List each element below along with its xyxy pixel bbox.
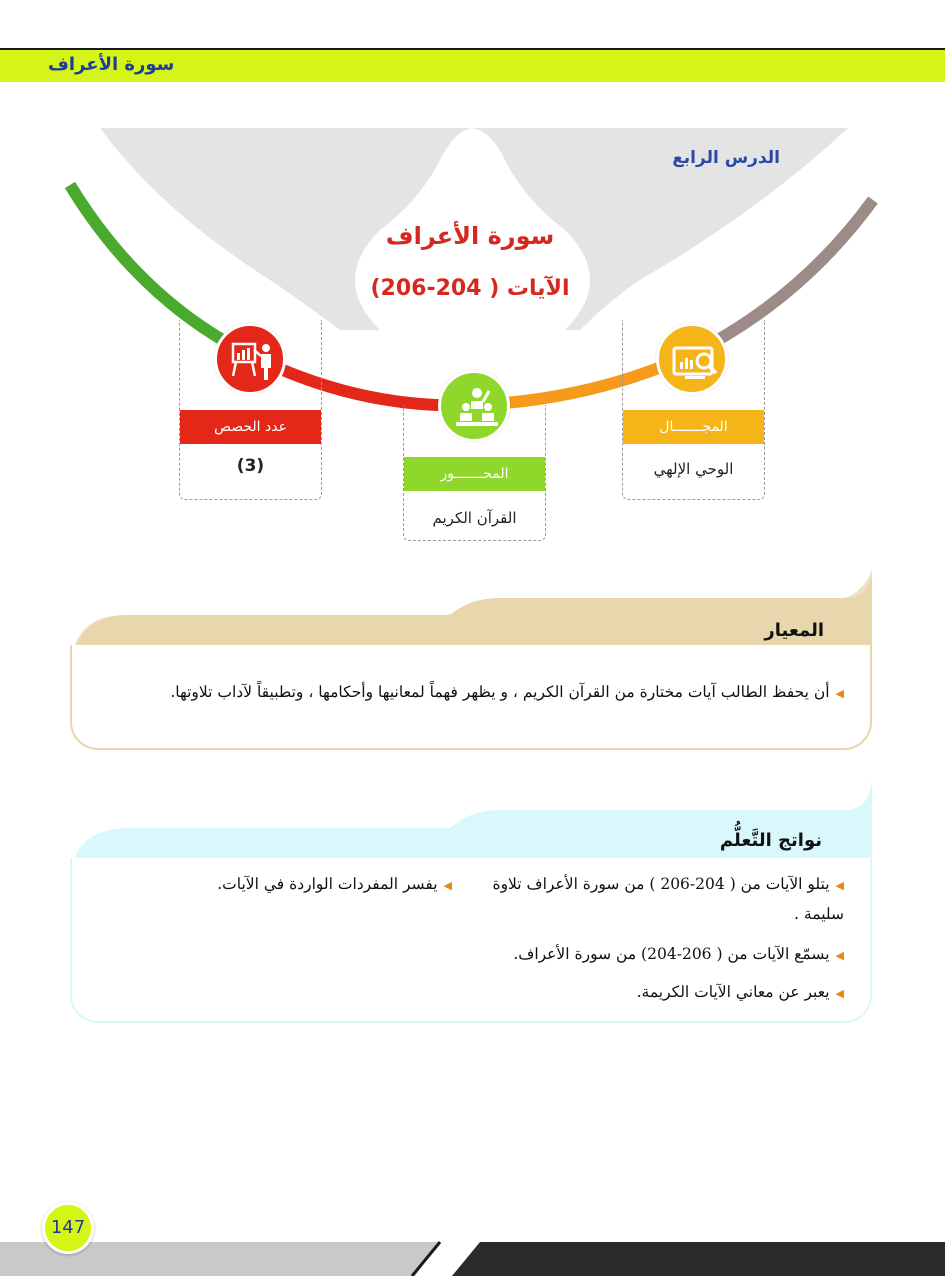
standard-title: المعيار bbox=[764, 620, 824, 641]
domain-card-value: الوحي الإلهي bbox=[653, 460, 734, 478]
footer-bars bbox=[0, 1216, 945, 1276]
lesson-label: الدرس الرابع bbox=[672, 148, 780, 168]
periods-value-close: ) bbox=[236, 456, 245, 476]
presenter-icon bbox=[214, 323, 286, 395]
domain-card-title: المجـــــــال bbox=[623, 410, 764, 444]
standard-section bbox=[70, 570, 872, 755]
periods-value-number: 3 bbox=[244, 456, 257, 476]
students-icon bbox=[438, 370, 510, 442]
outcomes-section bbox=[70, 780, 872, 1028]
header-title: سورة الأعراف bbox=[48, 54, 175, 75]
axis-card-title: المحـــــــور bbox=[404, 457, 545, 491]
bullet-arrow-icon: ◀ bbox=[835, 687, 844, 700]
outcome-item-4: ◀يعبر عن معاني الآيات الكريمة. bbox=[636, 983, 844, 1001]
outcome-item-2: ◀يفسر المفردات الواردة في الآيات. bbox=[217, 875, 452, 893]
analytics-icon bbox=[656, 323, 728, 395]
periods-card-title: عدد الحصص bbox=[180, 410, 321, 444]
outcomes-title: نواتج التَّعلُّم bbox=[719, 830, 822, 851]
outcome-item-3: ◀يسمّع الآيات من ( 206-204) من سورة الأعراف. bbox=[513, 945, 844, 963]
periods-card-value bbox=[180, 456, 321, 476]
bullet-arrow-icon: ◀ bbox=[835, 879, 844, 892]
bullet-arrow-icon: ◀ bbox=[443, 879, 452, 892]
axis-card-value: القرآن الكريم bbox=[432, 509, 517, 527]
surah-title: سورة الأعراف bbox=[385, 222, 555, 250]
bullet-arrow-icon: ◀ bbox=[835, 987, 844, 1000]
bullet-arrow-icon: ◀ bbox=[835, 949, 844, 962]
ayat-range: الآيات ( 204-206) bbox=[370, 276, 570, 301]
lesson-hero bbox=[0, 0, 945, 560]
outcome-item-1: ◀يتلو الآيات من ( 204-206 ) من سورة الأعراف تلاوة سليمة . bbox=[492, 875, 844, 923]
standard-text-body: أن يحفظ الطالب آيات مختارة من القرآن الكريم ، و يظهر فهماً لمعانيها وأحكامها ، وتطبيقاً لآداب تلاوتها. bbox=[170, 683, 830, 701]
standard-text bbox=[84, 678, 844, 708]
periods-value-open: ( bbox=[256, 456, 265, 476]
page-number: 147 bbox=[42, 1202, 94, 1254]
